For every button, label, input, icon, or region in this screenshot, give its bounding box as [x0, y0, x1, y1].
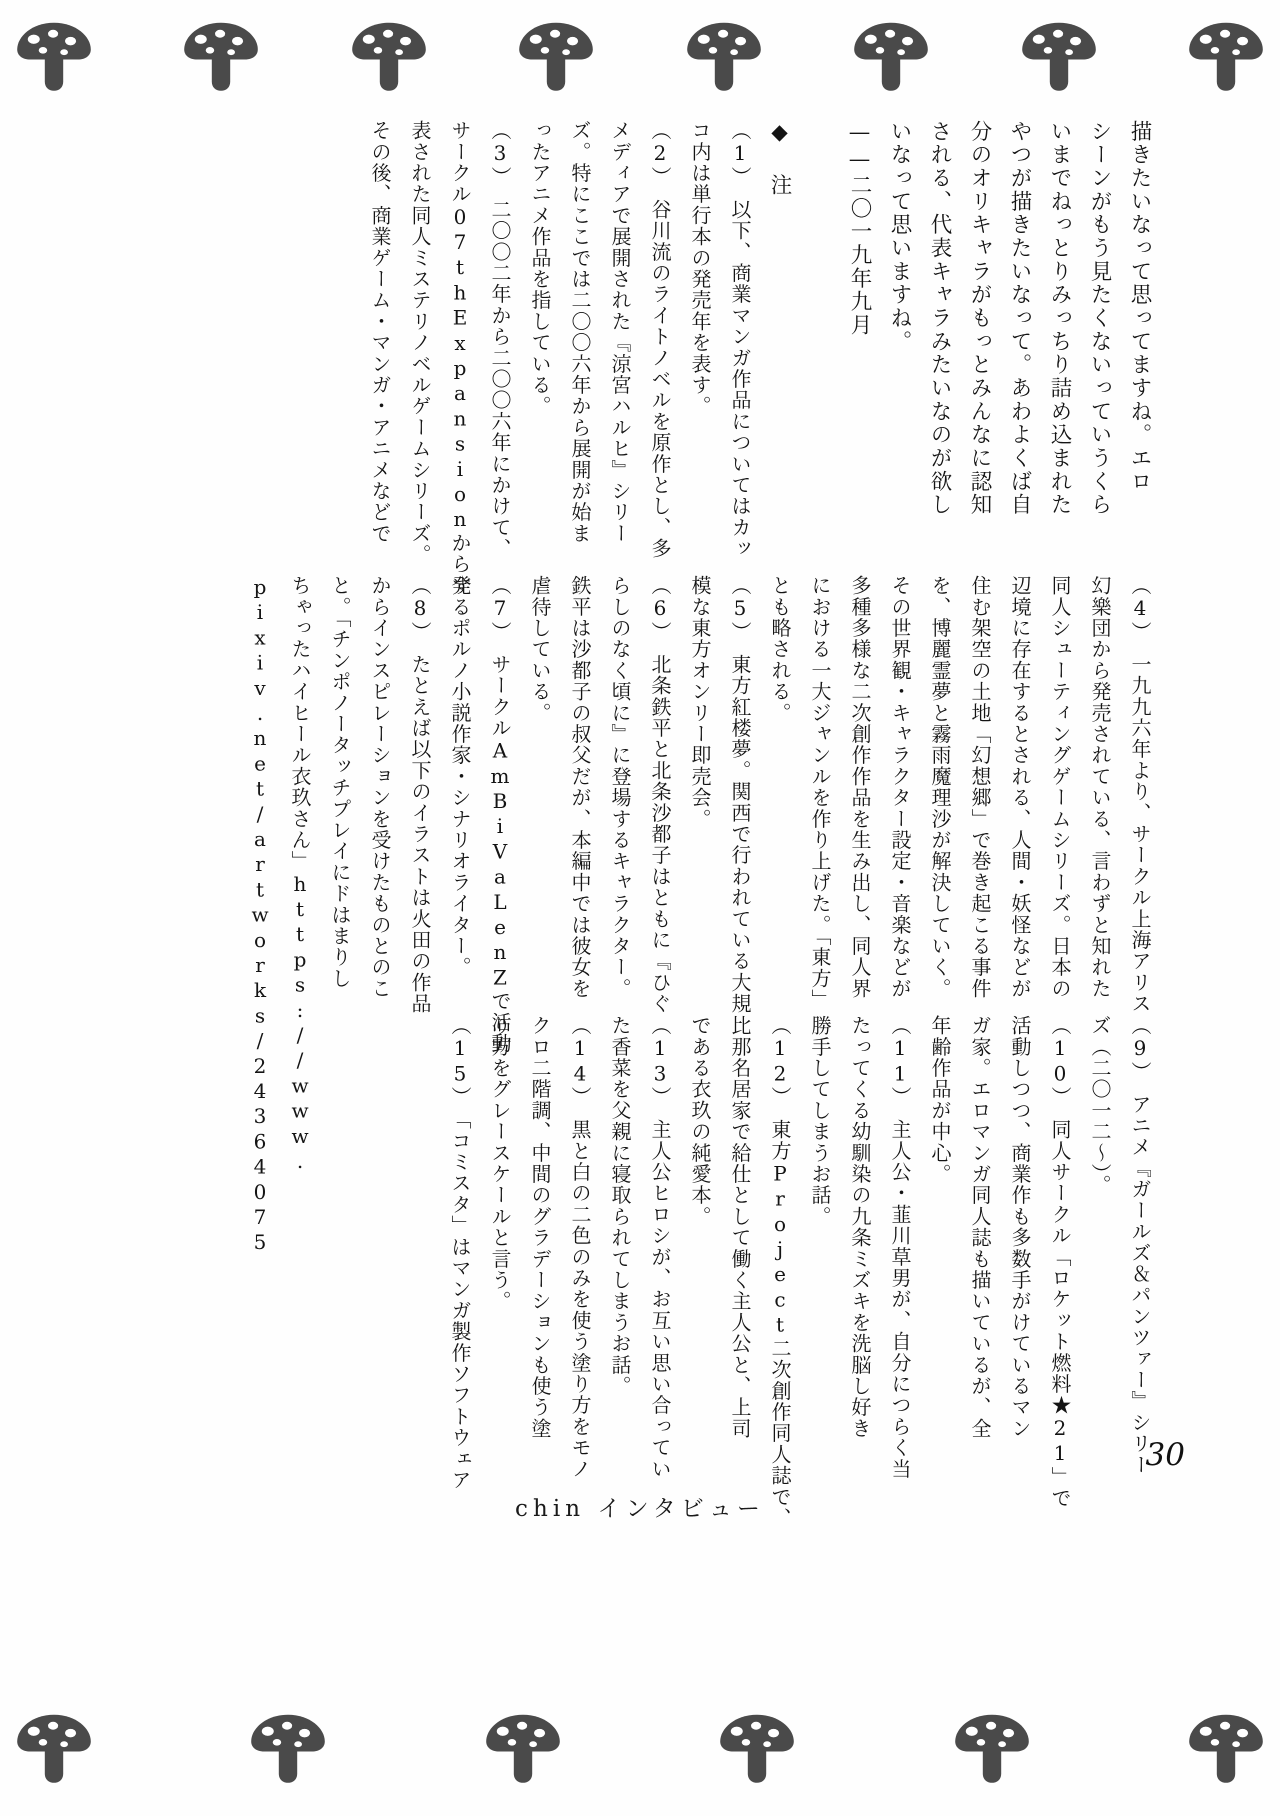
- interview-and-notes-a-column: サークル07thExpansionから発: [448, 120, 472, 596]
- mushroom-icon: [711, 1700, 803, 1792]
- interview-and-notes-a-column: （1） 以下、商業マンガ作品についてはカッ: [728, 120, 752, 560]
- mushroom-icon: [510, 8, 602, 100]
- notes-c-column: り方をグレースケールと言う。: [488, 1015, 512, 1312]
- interview-and-notes-a-column: やつが描きたいなって。あわよくば自: [1007, 120, 1032, 517]
- page-number: 30: [1145, 1437, 1185, 1473]
- notes-c-column: 比那名居家で給仕として働く主人公と、上司: [728, 1015, 752, 1439]
- notes-c-column: クロ二階調、中間のグラデーションも使う塗: [528, 1015, 552, 1439]
- mushroom-icon: [1180, 8, 1272, 100]
- notes-b-column: pixiv.net/artworks/24364075: [248, 575, 272, 1256]
- notes-b-column: 同人シューティングゲームシリーズ。日本の: [1048, 575, 1072, 999]
- interview-and-notes-a-column: （2） 谷川流のライトノベルを原作とし、多: [648, 120, 672, 560]
- interview-and-notes-a-column: 描きたいなって思ってますね。エロ: [1127, 120, 1152, 494]
- notes-b-column: 辺境に存在するとされる、人間・妖怪などが: [1008, 575, 1032, 999]
- interview-and-notes-a-column: ズ。特にここでは二〇〇六年から展開が始ま: [568, 120, 592, 544]
- interview-and-notes-a-column: される、代表キャラみたいなのが欲し: [927, 120, 952, 517]
- notes-c-column: 勝手してしまうお話。: [808, 1015, 832, 1227]
- mushroom-icon: [1180, 1700, 1272, 1792]
- notes-c-column: た香菜を父親に寝取られてしまうお話。: [608, 1015, 632, 1397]
- interview-and-notes-a-column: いなって思いますね。: [887, 120, 912, 354]
- interview-and-notes-a-column: その後、商業ゲーム・マンガ・アニメなどで: [368, 120, 392, 544]
- interview-and-notes-a-column: 分のオリキャラがもっとみんなに認知: [967, 120, 992, 517]
- notes-b-column: 虐待している。: [528, 575, 552, 724]
- notes-c-column: 活動しつつ、商業作も多数手がけているマン: [1008, 1015, 1032, 1439]
- notes-b-column: その世界観・キャラクター設定・音楽などが: [888, 575, 912, 999]
- notes-b-column: （6） 北条鉄平と北条沙都子はともに『ひぐ: [648, 575, 672, 1015]
- notes-b-column: 模な東方オンリー即売会。: [688, 575, 712, 830]
- notes-b-column: らしのなく頃に』に登場するキャラクター。: [608, 575, 632, 999]
- notes-c-column: （12） 東方Project二次創作同人誌で、: [768, 1015, 792, 1529]
- interview-and-notes-a-column: シーンがもう見たくないっていうくら: [1087, 120, 1112, 517]
- notes-c-column: たってくる幼馴染の九条ミズキを洗脳し好き: [848, 1015, 872, 1439]
- decorative-mushroom-row-top: [0, 8, 1280, 118]
- notes-c-column: （11） 主人公・韮川草男が、自分につらく当: [888, 1015, 912, 1480]
- interview-and-notes-a-column: （3） 二〇〇二年から二〇〇六年にかけて、: [488, 120, 512, 560]
- mushroom-icon: [946, 1700, 1038, 1792]
- mushroom-icon: [1013, 8, 1105, 100]
- interview-and-notes-a-column: ◆ 注: [767, 120, 792, 197]
- mushroom-icon: [8, 1700, 100, 1792]
- notes-c-column: ガ家。エロマンガ同人誌も描いているが、全: [968, 1015, 992, 1439]
- interview-and-notes-a-column: メディアで展開された『涼宮ハルヒ』シリー: [608, 120, 632, 544]
- interview-and-notes-a-column: ——二〇一九年九月: [847, 120, 872, 337]
- notes-b-column: （5） 東方紅楼夢。関西で行われている大規: [728, 575, 752, 1015]
- notes-b-column: 多種多様な二次創作作品を生み出し、同人界: [848, 575, 872, 999]
- notes-b-column: （7） サークルAmBiVaLenZで活動: [488, 575, 512, 1055]
- notes-b-column: における一大ジャンルを作り上げた。「東方」: [808, 575, 832, 1011]
- notes-b-column: （8） たとえば以下のイラストは火田の作品: [408, 575, 432, 1015]
- mushroom-icon: [477, 1700, 569, 1792]
- interview-and-notes-a-column: ったアニメ作品を指している。: [528, 120, 552, 417]
- interview-and-notes-a-column: コ内は単行本の発売年を表す。: [688, 120, 712, 417]
- notes-b-column: 住む架空の土地「幻想郷」で巻き起こる事件: [968, 575, 992, 999]
- mushroom-icon: [8, 8, 100, 100]
- notes-c-column: ズ（二〇一二〜）。: [1088, 1015, 1112, 1196]
- notes-c-column: （10） 同人サークル「ロケット燃料★21」で: [1048, 1015, 1072, 1509]
- notes-b-column: ちゃったハイヒール衣玖さん」https://www.: [288, 575, 312, 1175]
- decorative-mushroom-row-bottom: [0, 1700, 1280, 1810]
- notes-c-column: （15） 「コミスタ」はマンガ製作ソフトウェア: [448, 1015, 472, 1491]
- notes-c-column: （14） 黒と白の二色のみを使う塗り方をモノ: [568, 1015, 592, 1480]
- mushroom-icon: [678, 8, 770, 100]
- notes-b-column: からインスピレーションを受けたものとのこ: [368, 575, 392, 999]
- notes-b-column: 幻樂団から発売されている、言わずと知れた: [1088, 575, 1112, 999]
- notes-b-column: 鉄平は沙都子の叔父だが、本編中では彼女を: [568, 575, 592, 999]
- interview-and-notes-a-column: いまでねっとりみっちり詰め込まれた: [1047, 120, 1072, 517]
- interview-and-notes-a-column: 表された同人ミステリノベルゲームシリーズ。: [408, 120, 432, 566]
- mushroom-icon: [343, 8, 435, 100]
- mushroom-icon: [175, 8, 267, 100]
- notes-b-column: （4） 一九九六年より、サークル上海アリス: [1128, 575, 1152, 1015]
- notes-b-column: するポルノ小説作家・シナリオライター。: [448, 575, 472, 978]
- notes-c-column: である衣玖の純愛本。: [688, 1015, 712, 1227]
- notes-c-column: （9） アニメ『ガールズ＆パンツァー』シリー: [1128, 1015, 1152, 1476]
- footer-running-title: chin インタビュー: [515, 1496, 765, 1522]
- notes-b-column: を、博麗霊夢と霧雨魔理沙が解決していく。: [928, 575, 952, 999]
- notes-b-column: とも略される。: [768, 575, 792, 724]
- notes-c-column: （13） 主人公ヒロシが、お互い思い合ってい: [648, 1015, 672, 1480]
- notes-b-column: と。「チンポノータッチプレイにドはまりし: [328, 575, 352, 989]
- mushroom-icon: [242, 1700, 334, 1792]
- mushroom-icon: [845, 8, 937, 100]
- notes-c-column: 年齢作品が中心。: [928, 1015, 952, 1185]
